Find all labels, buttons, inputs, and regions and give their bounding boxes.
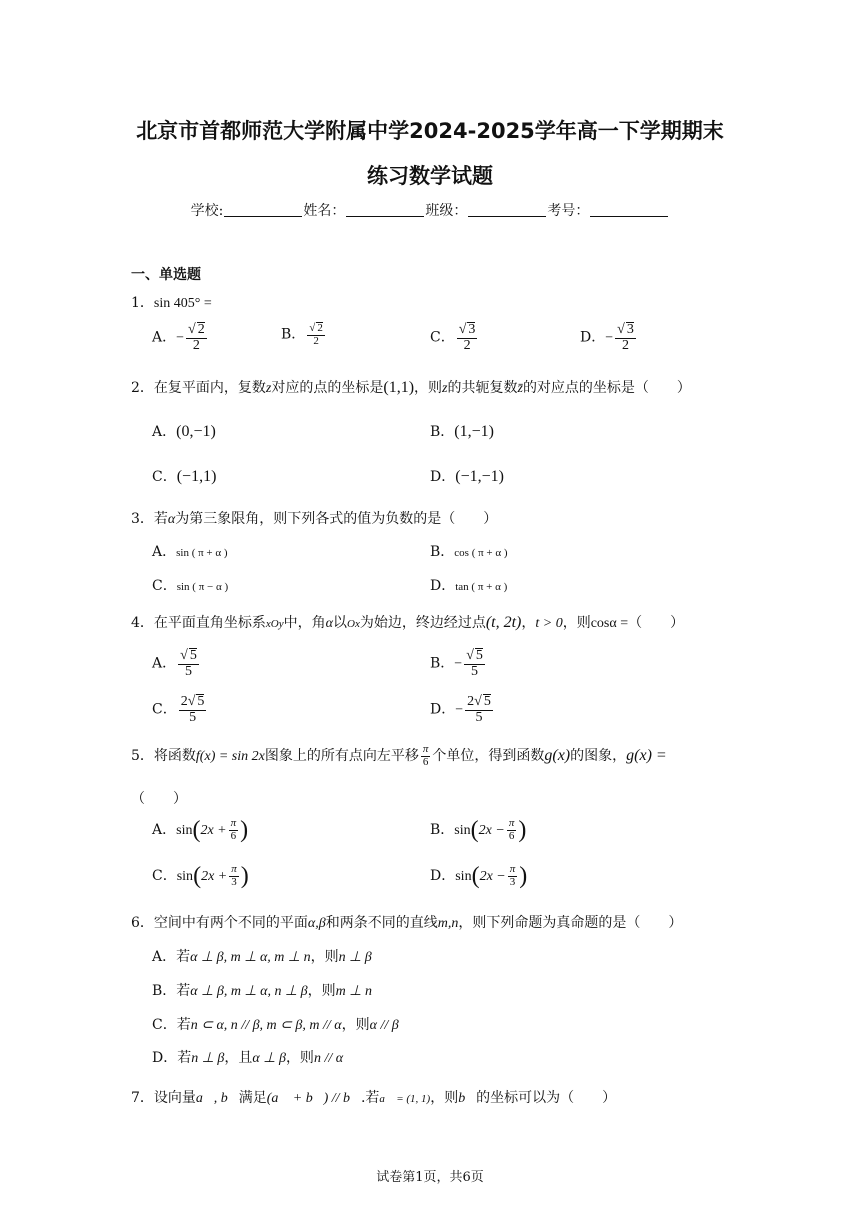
q1-option-b[interactable]: B． $\frac{√ 2}{2}$ <box>281 322 323 347</box>
q5-option-a[interactable]: A．sin(2x + $\frac{\pi}{6}$ ) <box>152 817 249 844</box>
student-info <box>0 200 860 220</box>
q6-number: 6． <box>131 915 154 931</box>
option-result: m ⊥ n <box>335 984 372 999</box>
option-label: B． <box>152 983 177 999</box>
option-label: B． <box>430 544 455 560</box>
q4-option-b[interactable]: B．− $\frac{√ 5}{5}$ <box>430 648 483 679</box>
option-expr: α ⊥ β <box>252 1051 286 1066</box>
q4-text: 以 <box>333 615 347 631</box>
option-result: α // β <box>369 1018 399 1033</box>
option-label: A． <box>152 655 177 672</box>
option-label: C． <box>152 578 177 594</box>
q2-text: 在复平面内，复数 <box>153 380 266 396</box>
q7-condition: (a⃗ + b⃗) // b⃗ <box>266 1091 361 1106</box>
option-denominator: 3 <box>509 875 516 888</box>
q7-number: 7． <box>131 1090 154 1106</box>
option-text: ，则 <box>310 949 339 965</box>
q6-text: 空间中有两个不同的平面 <box>153 915 308 931</box>
option-sign: − <box>176 330 185 346</box>
q2-number: 2． <box>131 380 154 396</box>
option-denominator: 5 <box>189 709 197 725</box>
q2-text: 的共轭复数 <box>447 380 518 396</box>
option-expr: α ⊥ β, m ⊥ α, n ⊥ β <box>190 984 308 999</box>
q2-option-a[interactable] <box>152 421 216 441</box>
q5-option-d[interactable]: D．sin(2x − $\frac{\pi}{3}$ ) <box>430 863 528 890</box>
q4-xoy: xOy <box>265 618 284 630</box>
option-text: 若 <box>176 983 191 999</box>
q5-number: 5． <box>131 748 154 765</box>
option-radicand: 2 <box>317 322 323 334</box>
q1-option-c[interactable]: C． $\frac{√ 3}{2}$ <box>430 322 476 353</box>
option-denominator: 6 <box>508 829 515 842</box>
q4-text: 在平面直角坐标系 <box>153 615 266 631</box>
option-inner: 2x − <box>478 823 505 839</box>
q4-text: 为始边，终边经过点 <box>359 615 486 631</box>
title-line-1: 北京市首都师范大学附属中学2024-2025学年高一下学期期末 <box>136 119 724 143</box>
option-label: B． <box>430 822 455 839</box>
option-label: D． <box>580 329 606 346</box>
option-coef: 2 <box>180 694 188 709</box>
name-blank[interactable] <box>346 216 424 217</box>
q5-paren: （ ） <box>131 791 187 807</box>
q5-text: 个单位，得到函数 <box>432 748 545 765</box>
option-label: D． <box>430 469 456 485</box>
q4-option-a[interactable]: A． $\frac{√ 5}{5}$ <box>152 648 197 679</box>
q5-function: f(x) = sin 2x <box>195 749 265 765</box>
option-inner: 2x + <box>201 869 228 885</box>
q5-text: 将函数 <box>153 748 196 765</box>
q6-option-b[interactable] <box>152 980 372 1000</box>
option-sign: − <box>455 702 464 718</box>
option-radicand: 5 <box>483 694 491 709</box>
q5-option-b[interactable]: B．sin(2x − $\frac{\pi}{6}$ ) <box>430 817 527 844</box>
option-label: B． <box>430 655 455 672</box>
q6-text: ，则下列命题为真命题的是（ ） <box>458 915 683 931</box>
option-denominator: 6 <box>230 829 237 842</box>
option-text: 若 <box>176 1017 191 1033</box>
option-text: ，则 <box>341 1017 370 1033</box>
q6-planes: α,β <box>307 916 326 931</box>
q2-var-z: z <box>442 381 448 396</box>
q4-option-d[interactable]: D．− $\frac{2√ 5}{5}$ <box>430 694 491 725</box>
q3-option-a[interactable] <box>152 541 228 561</box>
q6-option-a[interactable] <box>152 946 372 966</box>
q4-text: 中，角 <box>283 615 326 631</box>
q7-vectors: a⃗, b⃗ <box>195 1091 239 1106</box>
option-value: (−1,1) <box>176 468 217 485</box>
option-inner: 2x + <box>200 823 227 839</box>
option-label: C． <box>152 469 177 485</box>
option-text: 若 <box>176 949 191 965</box>
q5-text: 的图象， <box>570 748 627 765</box>
q2-option-c[interactable] <box>152 466 216 486</box>
option-value: (0,−1) <box>176 423 216 440</box>
question-1 <box>131 292 212 312</box>
option-value: cos ( π + α ) <box>454 547 508 559</box>
question-7 <box>131 1087 616 1107</box>
q4-ox: Ox <box>347 618 360 630</box>
q4-cos: cosα = <box>590 616 629 631</box>
option-text: ，则 <box>307 983 336 999</box>
option-value: sin ( π + α ) <box>176 547 228 559</box>
exam-no-label: 考号： <box>547 203 590 219</box>
question-4 <box>131 612 684 632</box>
q2-conjugate: z̄ <box>517 381 523 396</box>
option-label: D． <box>430 701 456 718</box>
q6-text: 和两条不同的直线 <box>325 915 438 931</box>
q3-option-d[interactable] <box>430 575 507 595</box>
option-value: sin ( π − α ) <box>176 581 229 593</box>
q4-text: ， <box>521 615 536 631</box>
option-denominator: 2 <box>621 337 629 353</box>
q3-text: 为第三象限角，则下列各式的值为负数的是（ ） <box>175 511 498 527</box>
class-blank[interactable] <box>468 216 546 217</box>
q2-text: 对应的点的坐标是 <box>271 380 384 396</box>
q3-option-b[interactable] <box>430 541 508 561</box>
option-label: C． <box>152 1017 177 1033</box>
option-label: C． <box>152 701 177 718</box>
q1-option-d[interactable]: D．− $\frac{√ 3}{2}$ <box>580 322 634 353</box>
option-expr: n ⊂ α, n // β, m ⊂ β, m // α <box>190 1018 342 1033</box>
title-line-2: 练习数学试题 <box>367 164 493 188</box>
q4-text: （ ） <box>628 615 685 631</box>
option-result: n // α <box>313 1051 344 1066</box>
school-blank[interactable] <box>224 216 302 217</box>
q7-text: 的坐标可以为（ ） <box>476 1090 617 1106</box>
q2-var-z: z <box>265 381 272 396</box>
option-sign: − <box>605 330 614 346</box>
q2-text: ，则 <box>414 380 443 396</box>
q7-a-value: a⃗ = (1, 1) <box>379 1093 431 1105</box>
question-6 <box>131 912 682 932</box>
q2-text: 的对应点的坐标是（ ） <box>522 380 691 396</box>
option-expr: α ⊥ β, m ⊥ α, m ⊥ n <box>190 950 311 965</box>
option-value: tan ( π + α ) <box>455 581 508 593</box>
section-heading: 一、单选题 <box>131 267 201 283</box>
option-radicand: 2 <box>197 322 205 337</box>
q6-lines: m,n <box>437 916 459 931</box>
option-label: A． <box>152 329 177 346</box>
q4-text: ，则 <box>562 615 591 631</box>
school-label: 学校: <box>190 203 224 219</box>
option-radicand: 5 <box>197 694 205 709</box>
q6-option-c[interactable] <box>152 1014 399 1034</box>
option-expr: n ⊥ β <box>191 1051 225 1066</box>
q7-b-vector: b⃗ <box>458 1091 477 1106</box>
option-label: D． <box>430 578 456 594</box>
option-denominator: 2 <box>463 337 471 353</box>
q3-alpha: α <box>167 512 176 527</box>
q3-text: 若 <box>153 511 168 527</box>
option-coef: 2 <box>467 694 475 709</box>
q5-six: 6 <box>422 755 429 768</box>
option-denominator: 5 <box>184 663 192 679</box>
q1-option-a[interactable]: A．− $\frac{√ 2}{2}$ <box>152 322 205 353</box>
option-value: (1,−1) <box>454 423 494 440</box>
option-label: C． <box>152 868 177 885</box>
q6-option-d[interactable] <box>152 1047 343 1067</box>
option-label: B． <box>430 424 455 440</box>
q7-text: ，则 <box>430 1090 459 1106</box>
option-label: A． <box>152 424 177 440</box>
q2-option-d[interactable] <box>430 466 504 486</box>
option-sign: − <box>454 656 463 672</box>
option-denominator: 2 <box>192 337 200 353</box>
q1-number: 1． <box>131 295 154 311</box>
q7-text: 设向量 <box>153 1090 196 1106</box>
option-label: D． <box>152 1050 178 1066</box>
name-label: 姓名： <box>303 203 346 219</box>
option-label: B． <box>281 326 306 343</box>
q4-option-c[interactable]: C． $\frac{2√ 5}{5}$ <box>152 694 205 725</box>
q3-number: 3． <box>131 511 154 527</box>
option-label: A． <box>152 544 177 560</box>
option-radicand: 3 <box>468 322 476 337</box>
question-2 <box>131 377 691 397</box>
option-label: D． <box>430 868 456 885</box>
option-radicand: 5 <box>475 648 483 663</box>
q5-gx: g(x) = <box>626 747 667 765</box>
question-3 <box>131 508 497 528</box>
option-result: n ⊥ β <box>338 950 372 965</box>
q7-text: 满足 <box>238 1090 267 1106</box>
class-label: 班级： <box>425 203 468 219</box>
exam-no-blank[interactable] <box>590 216 668 217</box>
q2-point: (1,1) <box>383 379 415 396</box>
option-value: (−1,−1) <box>455 468 504 485</box>
page-footer: 试卷第1页，共6页 <box>376 1170 484 1185</box>
option-label: C． <box>430 329 455 346</box>
option-text: ，且 <box>224 1050 253 1066</box>
q2-option-b[interactable] <box>430 421 494 441</box>
q4-point: (t, 2t) <box>485 614 522 631</box>
option-denominator: 5 <box>475 709 483 725</box>
option-text: ，则 <box>285 1050 314 1066</box>
q5-pi: π <box>422 743 429 755</box>
q5-text: 图象上的所有点向左平移 <box>264 748 419 765</box>
option-radicand: 3 <box>626 322 634 337</box>
q4-alpha: α <box>325 616 333 631</box>
question-5 <box>131 744 667 768</box>
q5-gx: g(x) <box>544 747 571 765</box>
option-radicand: 5 <box>189 648 197 663</box>
option-denominator: 3 <box>231 875 237 888</box>
option-denominator: 2 <box>313 334 319 347</box>
option-label: A． <box>152 949 177 965</box>
option-label: A． <box>152 822 177 839</box>
q4-condition: t > 0 <box>535 616 563 631</box>
option-text: 若 <box>177 1050 192 1066</box>
q1-stem: sin 405° = <box>153 296 212 311</box>
option-inner: 2x − <box>479 869 506 885</box>
option-denominator: 5 <box>471 663 479 679</box>
q4-number: 4． <box>131 615 154 631</box>
q3-option-c[interactable] <box>152 575 228 595</box>
q7-text: .若 <box>360 1090 380 1106</box>
q5-option-c[interactable]: C．sin(2x + $\frac{\pi}{3}$ ) <box>152 863 249 890</box>
